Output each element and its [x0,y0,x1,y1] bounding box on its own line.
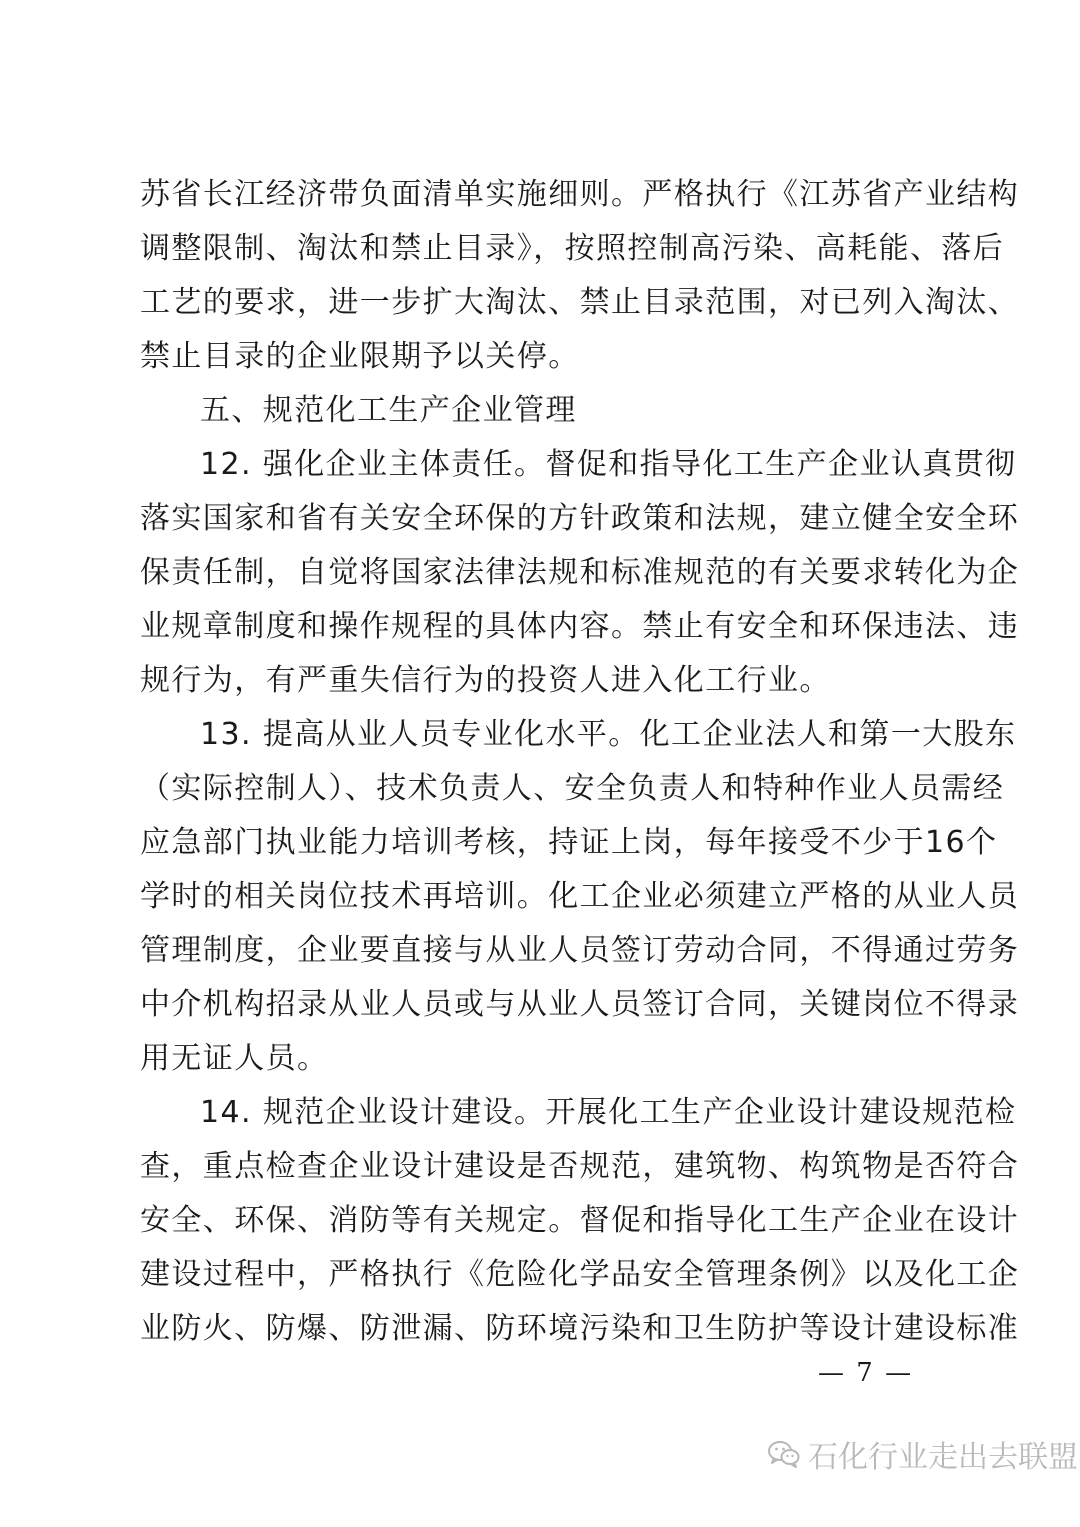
text-line: 管理制度，企业要直接与从业人员签订劳动合同，不得通过劳务 [140,933,1020,968]
text-line: 禁止目录的企业限期予以关停。 [140,339,580,374]
text-line: 中介机构招录从业人员或与从业人员签订合同，关键岗位不得录 [140,987,1020,1022]
watermark-text: 石化行业走出去联盟 [808,1440,1078,1475]
page-number: — 7 — [818,1358,914,1388]
text-line: 苏省长江经济带负面清单实施细则。严格执行《江苏省产业结构 [140,177,1020,212]
document-body [140,168,1020,1356]
text-line: 规行为，有严重失信行为的投资人进入化工行业。 [140,663,831,698]
text-line: 13. 提高从业人员专业化水平。化工企业法人和第一大股东 [200,717,1017,752]
text-line: 建设过程中，严格执行《危险化学品安全管理条例》以及化工企 [140,1257,1020,1292]
text-line: 用无证人员。 [140,1041,329,1076]
text-line: 落实国家和省有关安全环保的方针政策和法规，建立健全安全环 [140,501,1020,536]
wechat-icon [768,1440,800,1468]
text-line: 学时的相关岗位技术再培训。化工企业必须建立严格的从业人员 [140,879,1020,914]
text-line: 业规章制度和操作规程的具体内容。禁止有安全和环保违法、违 [140,609,1020,644]
text-line: 保责任制，自觉将国家法律法规和标准规范的有关要求转化为企 [140,555,1020,590]
text-line: 12. 强化企业主体责任。督促和指导化工生产企业认真贯彻 [200,447,1017,482]
watermark [768,1432,1078,1476]
text-line: 应急部门执业能力培训考核，持证上岗，每年接受不少于16个 [140,825,998,860]
text-line: 调整限制、淘汰和禁止目录》，按照控制高污染、高耗能、落后 [140,231,1005,266]
text-line: 工艺的要求，进一步扩大淘汰、禁止目录范围，对已列入淘汰、 [140,285,1020,320]
text-line: 14. 规范企业设计建设。开展化工生产企业设计建设规范检 [200,1095,1017,1130]
text-line: 查，重点检查企业设计建设是否规范，建筑物、构筑物是否符合 [140,1149,1020,1184]
text-line: （实际控制人）、技术负责人、安全负责人和特种作业人员需经 [140,771,1005,806]
text-line: 业防火、防爆、防泄漏、防环境污染和卫生防护等设计建设标准 [140,1311,1020,1346]
text-line: 安全、环保、消防等有关规定。督促和指导化工生产企业在设计 [140,1203,1020,1238]
section-heading: 五、规范化工生产企业管理 [200,393,577,428]
